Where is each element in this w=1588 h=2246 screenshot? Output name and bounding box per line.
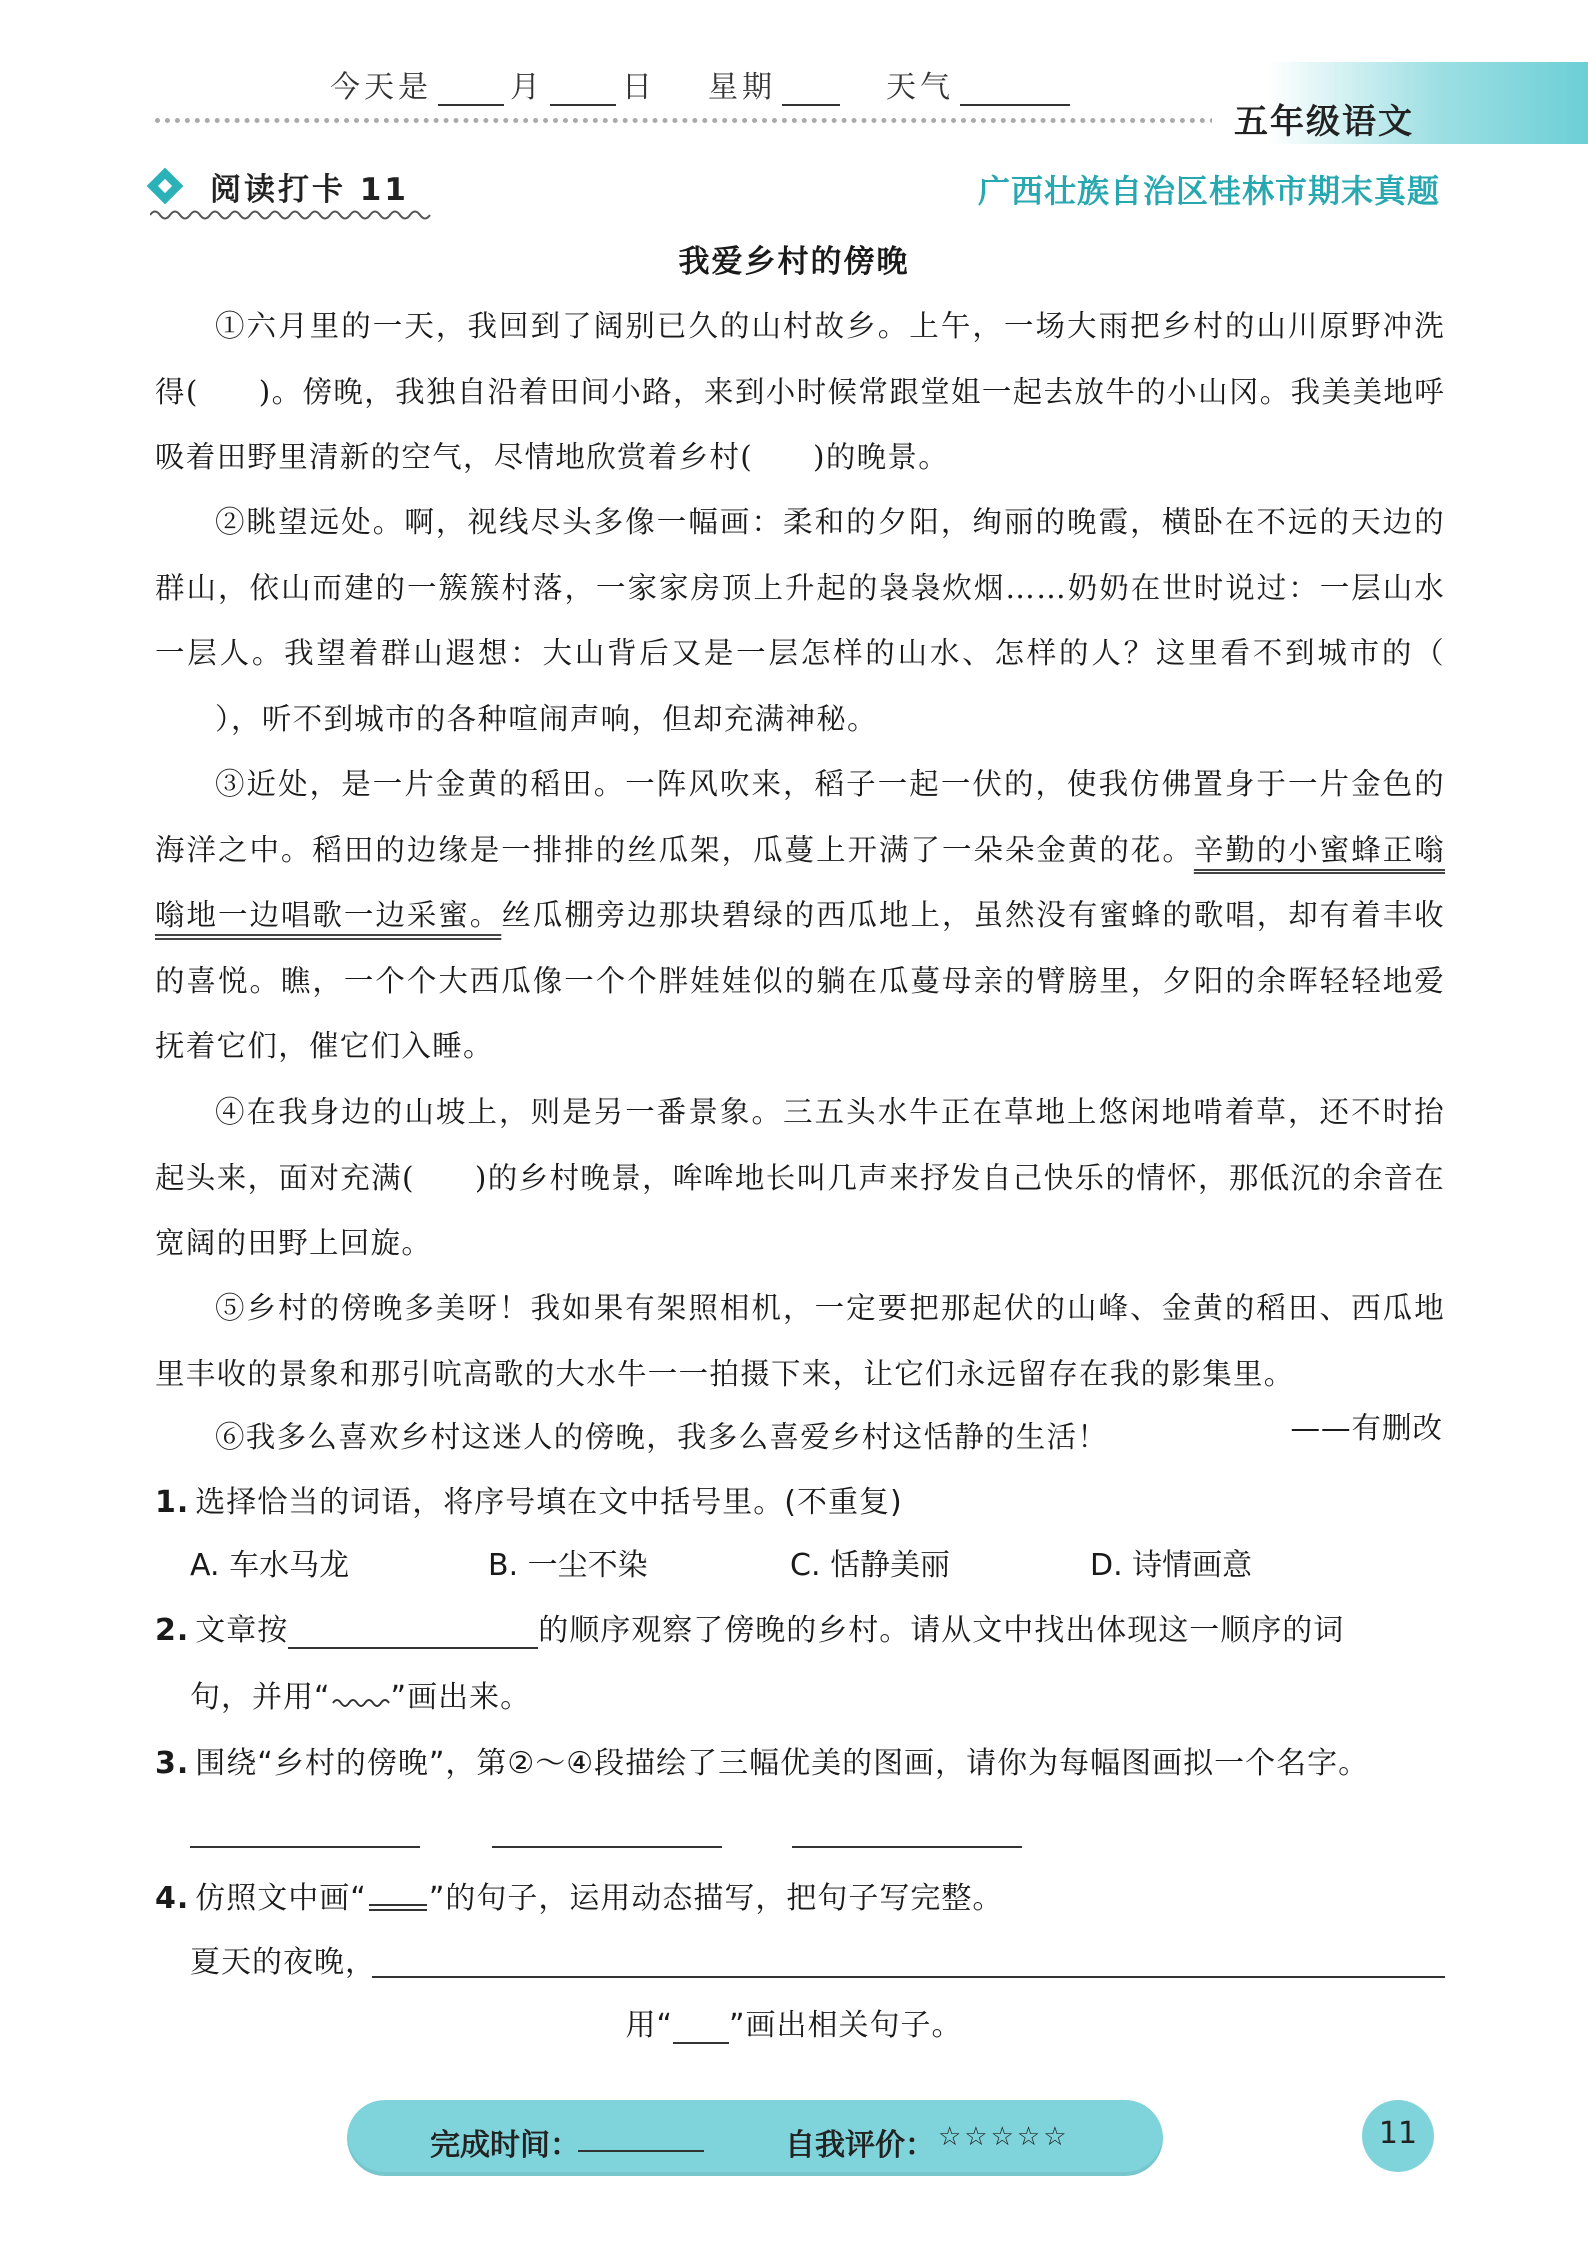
q2-number: 2. <box>155 1613 190 1648</box>
double-line-icon <box>367 1890 429 1914</box>
paragraph-4 <box>155 1080 1445 1277</box>
q2-text-d: ”画出来。 <box>390 1680 532 1715</box>
page-number: 11 <box>1378 2116 1418 2151</box>
today-label: 今天是 <box>330 70 432 105</box>
q3-answer-line-2[interactable] <box>492 1846 722 1848</box>
p1-text-c: )的晚景。 <box>813 440 950 474</box>
paragraph-6: ⑥我多么喜欢乡村这迷人的傍晚，我多么喜爱乡村这恬静的生活！ <box>215 1420 1109 1454</box>
q4-text-b: ”的句子，运用动态描写，把句子写完整。 <box>428 1881 1004 1916</box>
question-2 <box>155 1605 1344 1649</box>
paragraph-1 <box>155 294 1445 491</box>
time-blank[interactable] <box>578 2150 704 2152</box>
p2-text-a: ②眺望远处。啊，视线尽头多像一幅画：柔和的夕阳，绚丽的晚霞，横卧在不远的天边的群山，依山而建的一簇簇村落，一家家房顶上升起的袅袅炊烟……奶奶在世时说过：一层山水一层人。我望着群山遐想：大山背后又是一层怎样的山水、怎样的人？这里看不到城市的（ <box>155 505 1445 670</box>
q1-text: 选择恰当的词语，将序号填在文中括号里。(不重复) <box>195 1485 903 1520</box>
weather-label: 天气 <box>886 70 954 105</box>
eval-label: 自我评价： <box>785 2128 935 2163</box>
q1-number: 1. <box>155 1485 190 1520</box>
p1-text-a: ①六月里的一天，我回到了阔别已久的山村故乡。上午，一场大雨把乡村的山川原野冲洗得( <box>155 309 1445 409</box>
month-label: 月 <box>510 70 544 105</box>
article-title: 我爱乡村的傍晚 <box>678 244 910 280</box>
time-label: 完成时间： <box>430 2128 580 2163</box>
hint-text-a: 用“ <box>625 2008 673 2043</box>
exam-source: 广西壮族自治区桂林市期末真题 <box>977 172 1440 210</box>
grade-label: 五年级语文 <box>1234 102 1414 142</box>
q2-answer-blank[interactable] <box>288 1617 538 1649</box>
q3-number: 3. <box>155 1746 190 1781</box>
wavy-underline <box>150 208 432 222</box>
q4-text-a: 仿照文中画“ <box>195 1881 367 1916</box>
paragraph-2 <box>155 490 1445 752</box>
credit: ——有删改 <box>1290 1411 1443 1445</box>
p1-text-b: )。傍晚，我独自沿着田间小路，来到小时候常跟堂姐一起去放牛的小山冈。我美美地呼吸着田野里清新的空气，尽情地欣赏着乡村( <box>155 374 1446 474</box>
p4-text-a: ④在我身边的山坡上，则是另一番景象。三五头水牛正在草地上悠闲地啃着草，还不时抬起头来，面对充满( <box>155 1095 1445 1195</box>
section-title: 阅读打卡 11 <box>210 172 409 208</box>
q3-text: 围绕“乡村的傍晚”，第②～④段描绘了三幅优美的图画，请你为每幅图画拟一个名字。 <box>195 1746 1370 1781</box>
p2-text-b: ），听不到城市的各种喧闹声响，但却充满神秘。 <box>215 701 878 736</box>
option-b: B. 一尘不染 <box>488 1548 648 1583</box>
paragraph-3 <box>155 752 1445 1080</box>
q2-text-c: 句，并用“ <box>190 1680 331 1715</box>
hint-underline <box>673 2016 729 2044</box>
day-label: 日 <box>622 70 656 105</box>
q2-text-a: 文章按 <box>195 1613 289 1648</box>
question-4 <box>155 1873 1003 1917</box>
option-d: D. 诗情画意 <box>1090 1548 1253 1583</box>
weather-blank[interactable] <box>960 78 1070 106</box>
p3-text-b: 丝瓜棚旁边那块碧绿的西瓜地上，虽然没有蜜蜂的歌唱，却有着丰收的喜悦。瞧，一个个大西瓜像一个个胖娃娃似的躺在瓜蔓母亲的臂膀里，夕阳的余晖轻轻地爱抚着它们，催它们入睡。 <box>155 898 1445 1063</box>
paragraph-5: ⑤乡村的傍晚多美呀！我如果有架照相机，一定要把那起伏的山峰、金黄的稻田、西瓜地里丰收的景象和那引吭高歌的大水牛一一拍摄下来，让它们永远留存在我的影集里。 <box>155 1291 1445 1391</box>
hint-text-b: ”画出相关句子。 <box>729 2008 963 2043</box>
question-2-cont <box>190 1672 531 1716</box>
q4-number: 4. <box>155 1881 190 1916</box>
date-line <box>330 62 1076 106</box>
q4-prompt: 夏天的夜晚， <box>190 1945 376 1980</box>
option-c: C. 恬静美丽 <box>790 1548 951 1583</box>
question-1 <box>155 1477 903 1521</box>
hint-line <box>0 2000 1588 2044</box>
weekday-label: 星期 <box>708 70 776 105</box>
month-blank[interactable] <box>438 78 504 106</box>
q4-answer-line[interactable] <box>372 1976 1445 1978</box>
q3-answer-line-1[interactable] <box>190 1846 420 1848</box>
p3-text-a: ③近处，是一片金黄的稻田。一阵风吹来，稻子一起一伏的，使我仿佛置身于一片金色的海洋之中。稻田的边缘是一排排的丝瓜架，瓜蔓上开满了一朵朵金黄的花。 <box>155 767 1445 867</box>
rating-stars[interactable]: ☆☆☆☆☆ <box>938 2122 1070 2152</box>
p4-text-b: )的乡村晚景，哞哞地长叫几声来抒发自己快乐的情怀，那低沉的余音在宽阔的田野上回旋。 <box>155 1160 1446 1260</box>
question-3 <box>155 1738 1369 1782</box>
q2-text-b: 的顺序观察了傍晚的乡村。请从文中找出体现这一顺序的词 <box>538 1613 1345 1648</box>
day-blank[interactable] <box>550 78 616 106</box>
wavy-line-icon <box>331 1689 391 1713</box>
option-a: A. 车水马龙 <box>190 1548 350 1583</box>
underlined-sentence: 辛勤的小蜜蜂正嗡嗡地一边唱歌一边采蜜。 <box>155 832 1446 932</box>
weekday-blank[interactable] <box>782 78 840 106</box>
q3-answer-line-3[interactable] <box>792 1846 1022 1848</box>
